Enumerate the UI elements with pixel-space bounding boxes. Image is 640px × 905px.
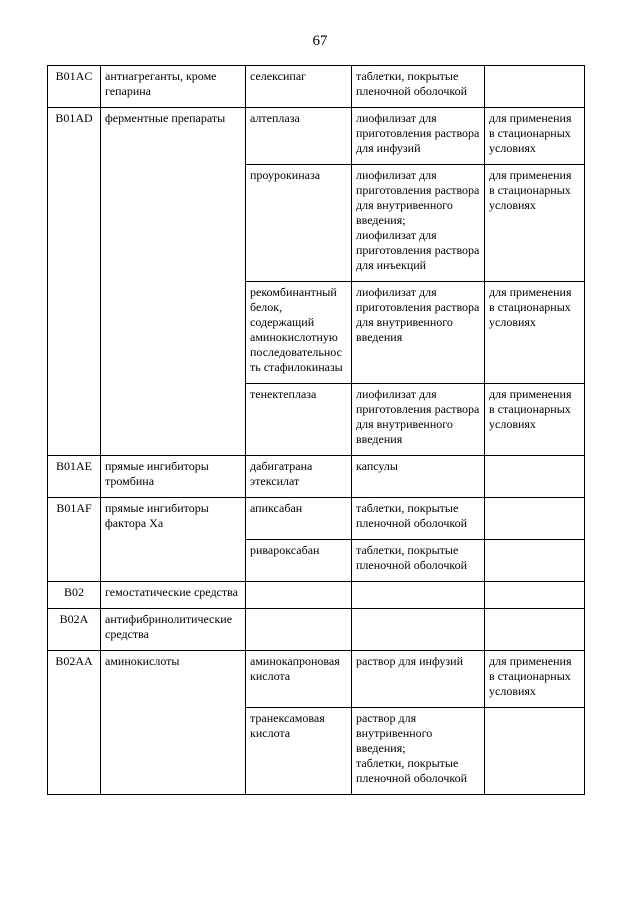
dosage-form-cell: таблетки, покрытые пленочной оболочкой bbox=[352, 540, 485, 582]
drug-name-cell: алтеплаза bbox=[246, 108, 352, 165]
note-cell bbox=[485, 498, 585, 540]
drug-name-cell: тенектеплаза bbox=[246, 384, 352, 456]
atc-code-cell: B01AF bbox=[48, 498, 101, 582]
pharmacological-group-cell: прямые ингибиторы тромбина bbox=[101, 456, 246, 498]
atc-code-cell: B02A bbox=[48, 609, 101, 651]
note-cell bbox=[485, 582, 585, 609]
table-row bbox=[48, 651, 585, 708]
pharmacological-group-cell: гемостатические средства bbox=[101, 582, 246, 609]
note-cell: для применения в стационарных условиях bbox=[485, 108, 585, 165]
note-cell: для применения в стационарных условиях bbox=[485, 165, 585, 282]
dosage-form-cell: капсулы bbox=[352, 456, 485, 498]
dosage-form-cell: таблетки, покрытые пленочной оболочкой bbox=[352, 66, 485, 108]
dosage-form-cell: лиофилизат для приготовления раствора для внутривенного введения bbox=[352, 384, 485, 456]
table-row bbox=[48, 456, 585, 498]
note-cell bbox=[485, 609, 585, 651]
drug-name-cell bbox=[246, 582, 352, 609]
note-cell bbox=[485, 456, 585, 498]
page-number: 67 bbox=[312, 33, 328, 49]
dosage-form-cell: раствор для внутривенного введения; таблетки, покрытые пленочной оболочкой bbox=[352, 708, 485, 795]
drug-name-cell: аминокапроновая кислота bbox=[246, 651, 352, 708]
drug-name-cell: ривароксабан bbox=[246, 540, 352, 582]
table-row bbox=[48, 582, 585, 609]
dosage-form-cell: таблетки, покрытые пленочной оболочкой bbox=[352, 498, 485, 540]
note-cell bbox=[485, 708, 585, 795]
dosage-form-cell bbox=[352, 609, 485, 651]
table-row bbox=[48, 66, 585, 108]
pharmacological-group-cell: аминокислоты bbox=[101, 651, 246, 795]
dosage-form-cell: лиофилизат для приготовления раствора для инфузий bbox=[352, 108, 485, 165]
drug-name-cell: проурокиназа bbox=[246, 165, 352, 282]
pharmacological-group-cell: антифибринолитические средства bbox=[101, 609, 246, 651]
atc-code-cell: B01AC bbox=[48, 66, 101, 108]
dosage-form-cell: лиофилизат для приготовления раствора для внутривенного введения; лиофилизат для приготовления раствора для инъекций bbox=[352, 165, 485, 282]
drug-name-cell: рекомбинантный белок, содержащий аминокислотную последовательность стафилокиназы bbox=[246, 282, 352, 384]
dosage-form-cell bbox=[352, 582, 485, 609]
drug-name-cell bbox=[246, 609, 352, 651]
note-cell: для применения в стационарных условиях bbox=[485, 282, 585, 384]
drug-name-cell: транексамовая кислота bbox=[246, 708, 352, 795]
dosage-form-cell: раствор для инфузий bbox=[352, 651, 485, 708]
dosage-form-cell: лиофилизат для приготовления раствора для внутривенного введения bbox=[352, 282, 485, 384]
atc-code-cell: B01AE bbox=[48, 456, 101, 498]
note-cell bbox=[485, 66, 585, 108]
note-cell: для применения в стационарных условиях bbox=[485, 651, 585, 708]
medication-table bbox=[47, 65, 585, 795]
table-row bbox=[48, 108, 585, 165]
drug-name-cell: апиксабан bbox=[246, 498, 352, 540]
atc-code-cell: B02 bbox=[48, 582, 101, 609]
drug-name-cell: дабигатрана этексилат bbox=[246, 456, 352, 498]
table-row bbox=[48, 498, 585, 540]
drug-name-cell: селексипаг bbox=[246, 66, 352, 108]
atc-code-cell: B02AA bbox=[48, 651, 101, 795]
table-row bbox=[48, 609, 585, 651]
pharmacological-group-cell: антиагреганты, кроме гепарина bbox=[101, 66, 246, 108]
pharmacological-group-cell: прямые ингибиторы фактора Xa bbox=[101, 498, 246, 582]
atc-code-cell: B01AD bbox=[48, 108, 101, 456]
note-cell: для применения в стационарных условиях bbox=[485, 384, 585, 456]
note-cell bbox=[485, 540, 585, 582]
pharmacological-group-cell: ферментные препараты bbox=[101, 108, 246, 456]
